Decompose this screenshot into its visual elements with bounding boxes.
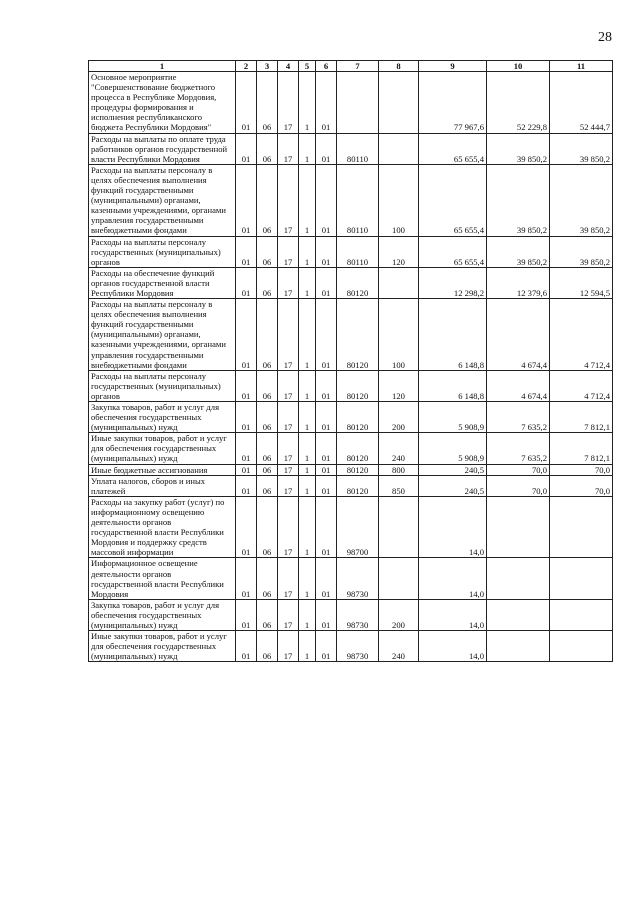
table-row	[89, 370, 613, 401]
code-cell: 06	[257, 236, 278, 267]
code-cell: 17	[278, 433, 299, 464]
column-header: 5	[299, 61, 316, 72]
code-cell: 100	[379, 299, 419, 371]
code-cell: 01	[236, 236, 257, 267]
amount-cell: 12 379,6	[487, 267, 550, 298]
code-cell: 01	[236, 370, 257, 401]
code-cell: 17	[278, 267, 299, 298]
code-cell: 01	[236, 299, 257, 371]
code-cell: 17	[278, 133, 299, 164]
amount-cell: 7 635,2	[487, 433, 550, 464]
amount-cell: 65 655,4	[419, 133, 487, 164]
amount-cell: 4 674,4	[487, 370, 550, 401]
code-cell: 06	[257, 133, 278, 164]
code-cell: 06	[257, 464, 278, 475]
code-cell: 1	[299, 475, 316, 496]
amount-cell: 4 712,4	[550, 299, 613, 371]
code-cell: 06	[257, 267, 278, 298]
code-cell: 01	[316, 236, 337, 267]
code-cell: 1	[299, 496, 316, 558]
table-row	[89, 236, 613, 267]
code-cell: 01	[316, 133, 337, 164]
code-cell: 01	[236, 133, 257, 164]
amount-cell: 77 967,6	[419, 72, 487, 134]
column-header: 3	[257, 61, 278, 72]
code-cell: 01	[316, 299, 337, 371]
code-cell: 01	[236, 475, 257, 496]
code-cell: 80120	[337, 433, 379, 464]
code-cell: 06	[257, 475, 278, 496]
code-cell: 06	[257, 370, 278, 401]
amount-cell: 7 812,1	[550, 433, 613, 464]
code-cell: 01	[316, 370, 337, 401]
row-name-cell: Закупка товаров, работ и услуг для обеспечения государственных (муниципальных) нужд	[89, 599, 236, 630]
code-cell: 01	[316, 558, 337, 599]
code-cell: 80120	[337, 299, 379, 371]
code-cell: 06	[257, 631, 278, 662]
amount-cell: 240,5	[419, 464, 487, 475]
amount-cell: 4 712,4	[550, 370, 613, 401]
code-cell: 06	[257, 558, 278, 599]
code-cell: 98730	[337, 599, 379, 630]
code-cell: 17	[278, 402, 299, 433]
code-cell: 1	[299, 370, 316, 401]
row-name-cell: Иные закупки товаров, работ и услуг для обеспечения государственных (муниципальных) нужд	[89, 631, 236, 662]
amount-cell: 52 444,7	[550, 72, 613, 134]
header-row	[89, 61, 613, 72]
code-cell: 1	[299, 299, 316, 371]
code-cell: 80120	[337, 475, 379, 496]
code-cell: 17	[278, 496, 299, 558]
amount-cell: 39 850,2	[550, 236, 613, 267]
code-cell: 01	[316, 631, 337, 662]
code-cell: 01	[236, 164, 257, 236]
code-cell: 06	[257, 299, 278, 371]
amount-cell: 7 635,2	[487, 402, 550, 433]
code-cell: 17	[278, 631, 299, 662]
amount-cell: 5 908,9	[419, 402, 487, 433]
amount-cell: 70,0	[487, 464, 550, 475]
code-cell	[379, 72, 419, 134]
amount-cell	[487, 599, 550, 630]
code-cell: 01	[316, 496, 337, 558]
code-cell: 80120	[337, 267, 379, 298]
code-cell: 1	[299, 164, 316, 236]
code-cell: 800	[379, 464, 419, 475]
amount-cell: 14,0	[419, 558, 487, 599]
amount-cell	[550, 631, 613, 662]
code-cell: 17	[278, 599, 299, 630]
code-cell: 17	[278, 464, 299, 475]
column-header: 2	[236, 61, 257, 72]
code-cell: 01	[236, 464, 257, 475]
column-header: 1	[89, 61, 236, 72]
code-cell: 80110	[337, 133, 379, 164]
row-name-cell: Закупка товаров, работ и услуг для обеспечения государственных (муниципальных) нужд	[89, 402, 236, 433]
table-row	[89, 433, 613, 464]
table-row	[89, 631, 613, 662]
code-cell	[379, 267, 419, 298]
amount-cell	[550, 599, 613, 630]
code-cell	[379, 496, 419, 558]
amount-cell: 6 148,8	[419, 370, 487, 401]
column-header: 7	[337, 61, 379, 72]
code-cell: 06	[257, 164, 278, 236]
code-cell: 01	[236, 599, 257, 630]
amount-cell: 4 674,4	[487, 299, 550, 371]
table-row	[89, 133, 613, 164]
amount-cell: 70,0	[550, 475, 613, 496]
code-cell: 01	[236, 433, 257, 464]
code-cell: 01	[316, 599, 337, 630]
column-header: 9	[419, 61, 487, 72]
code-cell: 01	[236, 267, 257, 298]
code-cell: 01	[316, 267, 337, 298]
table-row	[89, 464, 613, 475]
amount-cell: 39 850,2	[487, 164, 550, 236]
column-header: 11	[550, 61, 613, 72]
code-cell: 01	[236, 558, 257, 599]
amount-cell: 12 594,5	[550, 267, 613, 298]
code-cell: 01	[316, 464, 337, 475]
amount-cell: 39 850,2	[550, 164, 613, 236]
code-cell: 120	[379, 370, 419, 401]
row-name-cell: Расходы на выплаты персоналу государственных (муниципальных) органов	[89, 370, 236, 401]
code-cell: 06	[257, 402, 278, 433]
code-cell: 240	[379, 433, 419, 464]
code-cell: 01	[316, 433, 337, 464]
amount-cell: 65 655,4	[419, 164, 487, 236]
row-name-cell: Основное мероприятие "Совершенствование бюджетного процесса в Республике Мордовия, процедуры формирования и исполнения республиканского бюджета Республики Мордовия"	[89, 72, 236, 134]
code-cell: 80120	[337, 370, 379, 401]
amount-cell	[487, 496, 550, 558]
page-number: 28	[598, 30, 612, 45]
code-cell: 01	[236, 631, 257, 662]
code-cell: 1	[299, 402, 316, 433]
code-cell: 80120	[337, 402, 379, 433]
table-row	[89, 496, 613, 558]
budget-table	[88, 60, 613, 662]
row-name-cell: Расходы на обеспечение функций органов государственной власти Республики Мордовия	[89, 267, 236, 298]
code-cell: 98700	[337, 496, 379, 558]
row-name-cell: Уплата налогов, сборов и иных платежей	[89, 475, 236, 496]
column-header: 6	[316, 61, 337, 72]
table-row	[89, 164, 613, 236]
code-cell: 01	[236, 402, 257, 433]
row-name-cell: Расходы на выплаты персоналу государственных (муниципальных) органов	[89, 236, 236, 267]
amount-cell: 65 655,4	[419, 236, 487, 267]
code-cell	[379, 558, 419, 599]
code-cell: 1	[299, 464, 316, 475]
code-cell: 17	[278, 236, 299, 267]
column-header: 8	[379, 61, 419, 72]
amount-cell: 7 812,1	[550, 402, 613, 433]
code-cell	[337, 72, 379, 134]
amount-cell: 14,0	[419, 599, 487, 630]
row-name-cell: Расходы на выплаты персоналу в целях обеспечения выполнения функций государственными (муниципальными) органами, казенными учреждениями, органами управления государственными внебюджетными фондами	[89, 164, 236, 236]
table-row	[89, 558, 613, 599]
amount-cell: 70,0	[487, 475, 550, 496]
code-cell: 01	[316, 72, 337, 134]
code-cell: 200	[379, 402, 419, 433]
row-name-cell: Расходы на выплаты персоналу в целях обеспечения выполнения функций государственными (муниципальными) органами, казенными учреждениями, органами управления государственными внебюджетными фондами	[89, 299, 236, 371]
column-header: 4	[278, 61, 299, 72]
amount-cell: 39 850,2	[487, 236, 550, 267]
amount-cell: 240,5	[419, 475, 487, 496]
code-cell: 01	[236, 72, 257, 134]
row-name-cell: Информационное освещение деятельности органов государственной власти Республики Мордовия	[89, 558, 236, 599]
code-cell: 1	[299, 599, 316, 630]
amount-cell	[487, 558, 550, 599]
row-name-cell: Иные закупки товаров, работ и услуг для обеспечения государственных (муниципальных) нужд	[89, 433, 236, 464]
amount-cell	[550, 496, 613, 558]
table-row	[89, 599, 613, 630]
code-cell: 200	[379, 599, 419, 630]
code-cell: 06	[257, 496, 278, 558]
code-cell: 17	[278, 558, 299, 599]
code-cell: 01	[316, 164, 337, 236]
code-cell: 240	[379, 631, 419, 662]
amount-cell	[487, 631, 550, 662]
code-cell: 06	[257, 72, 278, 134]
code-cell: 98730	[337, 558, 379, 599]
amount-cell: 12 298,2	[419, 267, 487, 298]
amount-cell: 70,0	[550, 464, 613, 475]
code-cell: 80110	[337, 164, 379, 236]
code-cell: 01	[316, 402, 337, 433]
amount-cell: 39 850,2	[487, 133, 550, 164]
table-body	[89, 72, 613, 662]
code-cell: 01	[236, 496, 257, 558]
code-cell: 80120	[337, 464, 379, 475]
amount-cell: 39 850,2	[550, 133, 613, 164]
code-cell: 1	[299, 433, 316, 464]
code-cell: 1	[299, 236, 316, 267]
code-cell: 100	[379, 164, 419, 236]
amount-cell: 14,0	[419, 496, 487, 558]
table-row	[89, 267, 613, 298]
table-row	[89, 299, 613, 371]
code-cell: 01	[316, 475, 337, 496]
code-cell: 17	[278, 164, 299, 236]
code-cell	[379, 133, 419, 164]
table-row	[89, 72, 613, 134]
row-name-cell: Расходы на выплаты по оплате труда работников органов государственной власти Республики Мордовия	[89, 133, 236, 164]
row-name-cell: Расходы на закупку работ (услуг) по информационному освещению деятельности органов государственной власти Республики Мордовия и поддержку средств массовой информации	[89, 496, 236, 558]
code-cell: 17	[278, 72, 299, 134]
code-cell: 80110	[337, 236, 379, 267]
code-cell: 1	[299, 133, 316, 164]
table-row	[89, 402, 613, 433]
amount-cell: 14,0	[419, 631, 487, 662]
code-cell: 1	[299, 558, 316, 599]
code-cell: 1	[299, 267, 316, 298]
amount-cell	[550, 558, 613, 599]
code-cell: 120	[379, 236, 419, 267]
code-cell: 17	[278, 475, 299, 496]
amount-cell: 6 148,8	[419, 299, 487, 371]
code-cell: 98730	[337, 631, 379, 662]
amount-cell: 52 229,8	[487, 72, 550, 134]
column-header: 10	[487, 61, 550, 72]
amount-cell: 5 908,9	[419, 433, 487, 464]
code-cell: 17	[278, 299, 299, 371]
code-cell: 1	[299, 72, 316, 134]
code-cell: 17	[278, 370, 299, 401]
code-cell: 06	[257, 599, 278, 630]
code-cell: 1	[299, 631, 316, 662]
code-cell: 06	[257, 433, 278, 464]
code-cell: 850	[379, 475, 419, 496]
row-name-cell: Иные бюджетные ассигнования	[89, 464, 236, 475]
table-row	[89, 475, 613, 496]
